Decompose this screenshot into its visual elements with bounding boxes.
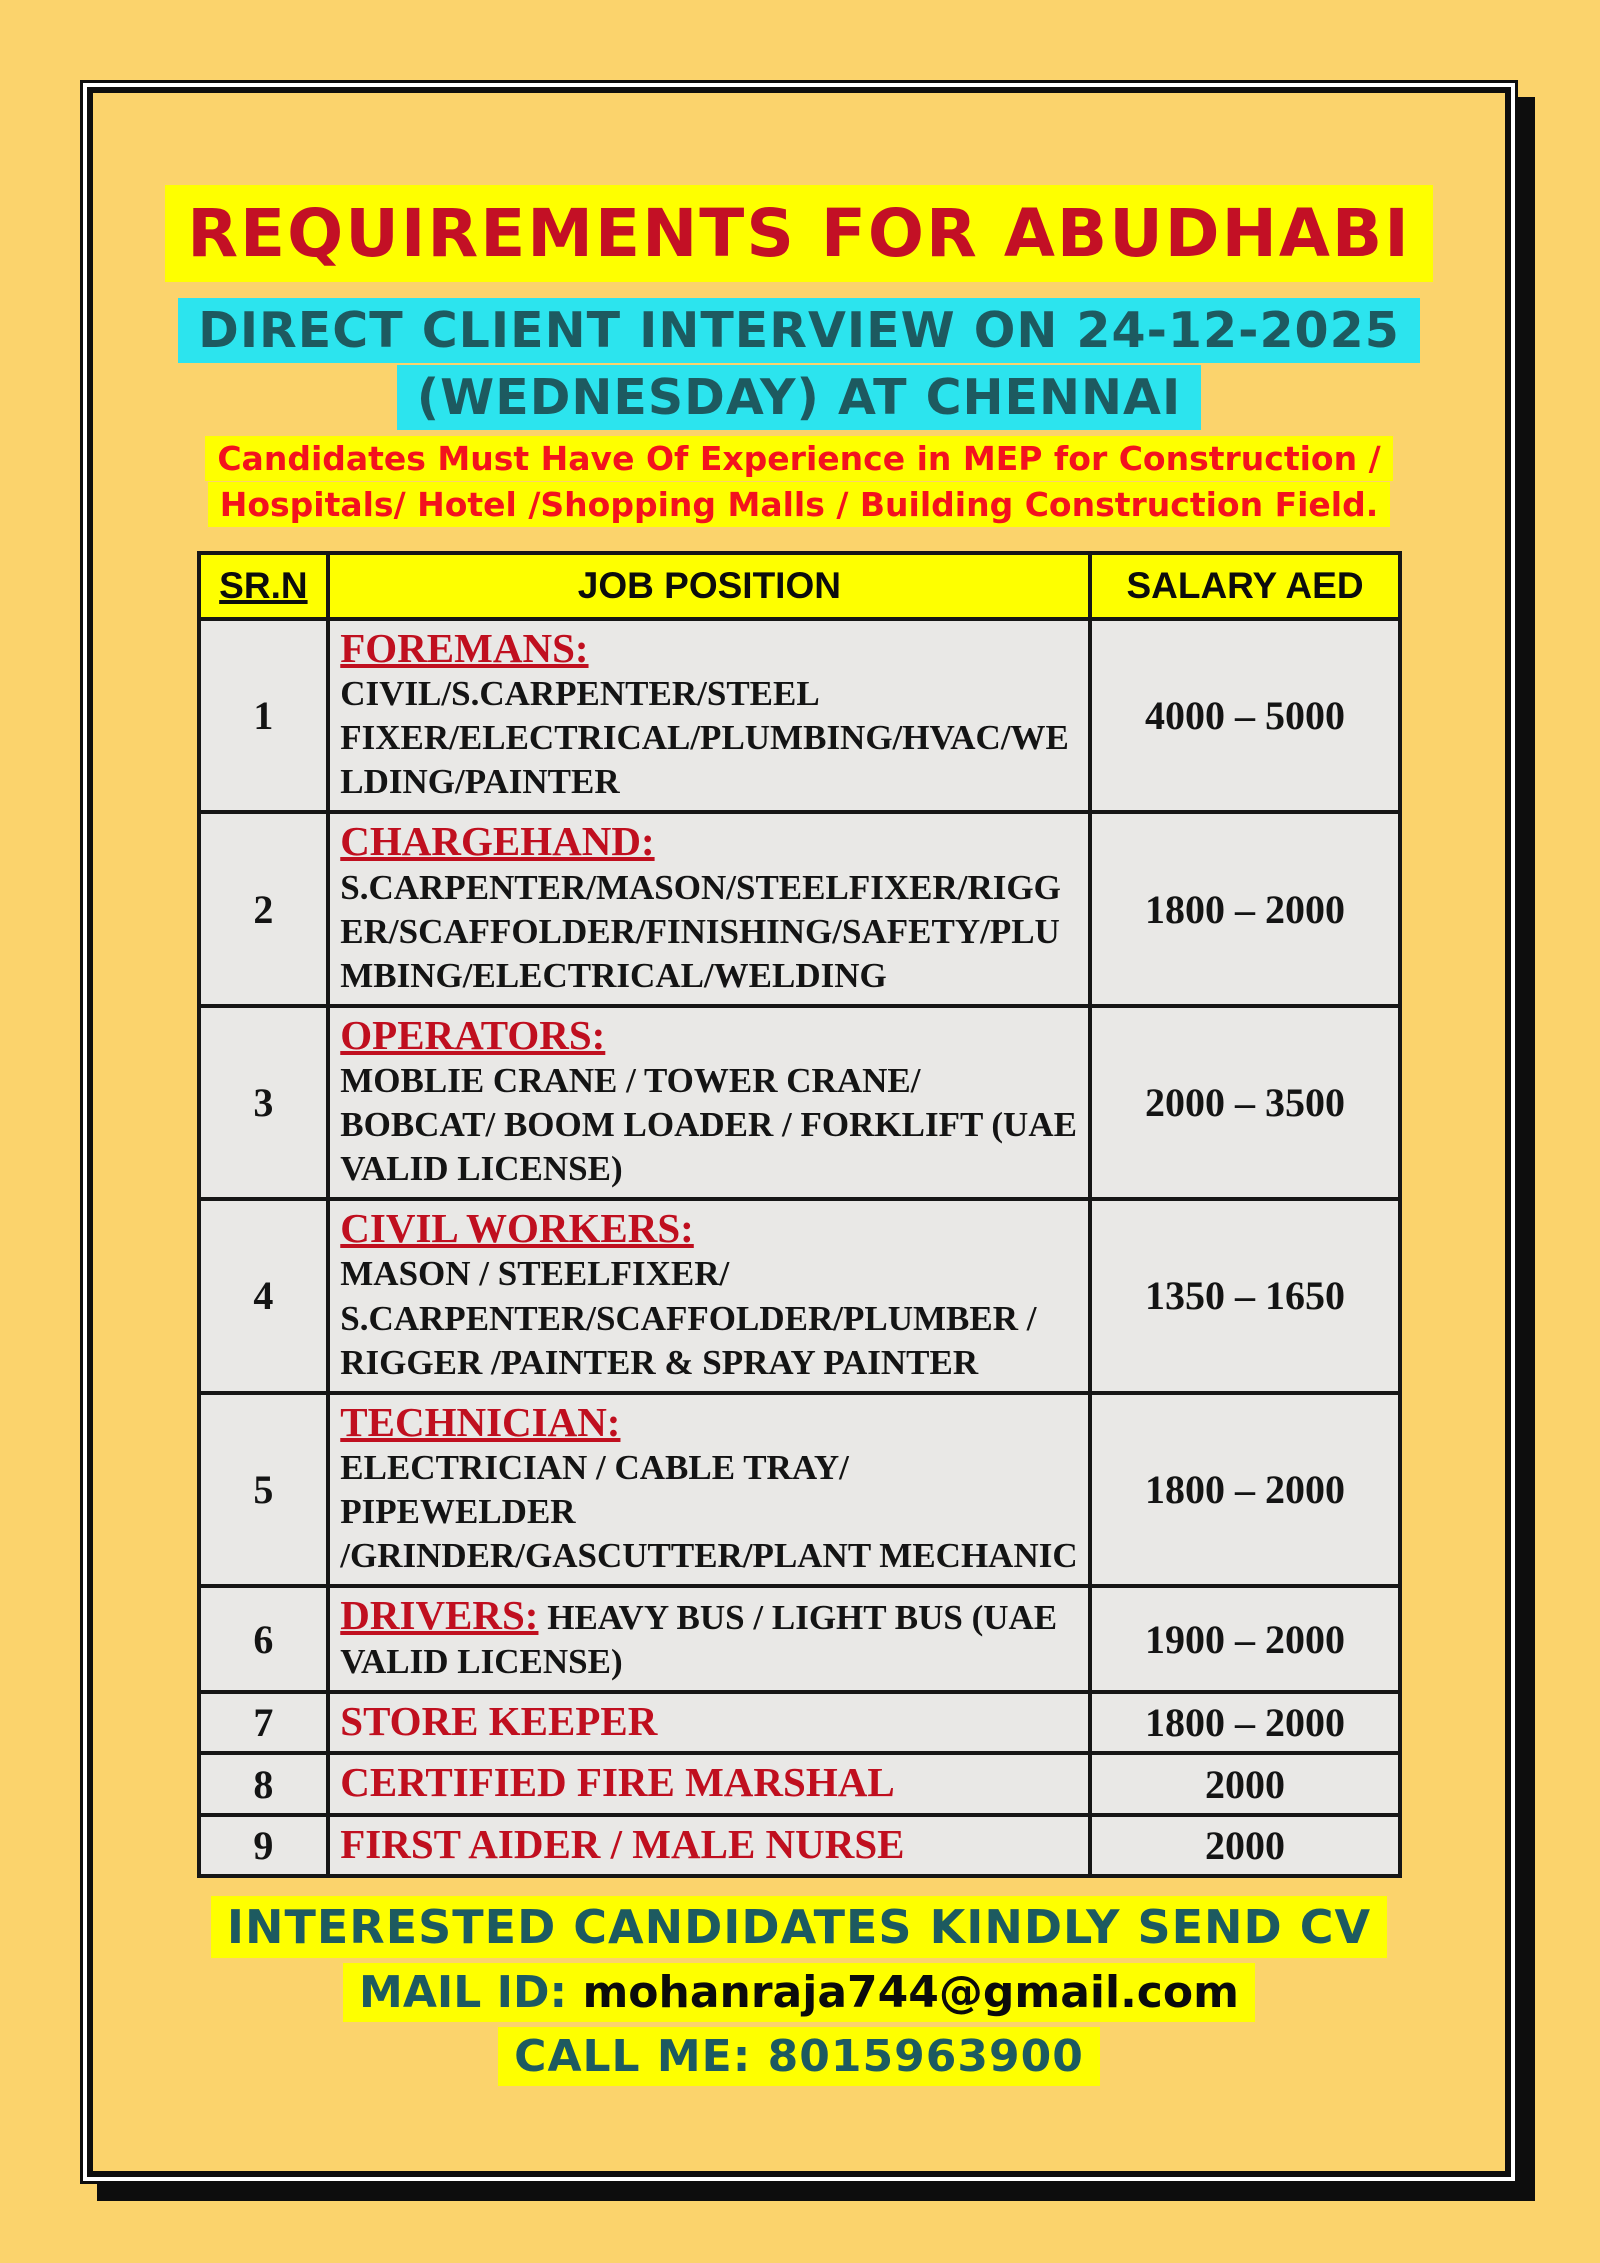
job-cell [328, 1586, 1090, 1692]
flyer-footer [93, 1896, 1505, 2086]
call-label: CALL ME: [514, 2030, 752, 2082]
call-me-line [498, 2027, 1100, 2086]
job-title: CERTIFIED FIRE MARSHAL [340, 1759, 895, 1806]
interview-subtitle-line1: DIRECT CLIENT INTERVIEW ON 24-12-2025 [178, 298, 1420, 363]
sr-cell: 9 [199, 1815, 329, 1876]
mail-label: MAIL ID: [359, 1966, 568, 2018]
experience-note-line2: Hospitals/ Hotel /Shopping Malls / Building Construction Field. [208, 482, 1391, 527]
call-value: 8015963900 [767, 2030, 1084, 2082]
title-line [93, 185, 1505, 282]
jobs-table [197, 551, 1402, 1878]
job-desc: MOBLIE CRANE / TOWER CRANE/ BOBCAT/ BOOM LOADER / FORKLIFT (UAE VALID LICENSE) [340, 1060, 1077, 1189]
mail-id-line [343, 1963, 1255, 2022]
table-row [199, 812, 1400, 1005]
job-cell [328, 1753, 1090, 1814]
job-title: DRIVERS: [340, 1592, 539, 1639]
job-desc: CIVIL/S.CARPENTER/STEEL FIXER/ELECTRICAL/PLUMBING/HVAC/WELDING/PAINTER [340, 674, 1069, 802]
job-title: TECHNICIAN: [340, 1398, 621, 1445]
job-cell [328, 1006, 1090, 1199]
table-row [199, 1199, 1400, 1392]
salary-cell: 1800 – 2000 [1090, 812, 1399, 1005]
job-cell [328, 619, 1090, 812]
job-title: STORE KEEPER [340, 1698, 658, 1745]
table-row [199, 1753, 1400, 1814]
table-row [199, 619, 1400, 812]
col-header-job-position: JOB POSITION [328, 553, 1090, 619]
page-title: REQUIREMENTS FOR ABUDHABI [165, 185, 1433, 282]
job-title: FOREMANS: [340, 625, 589, 671]
mail-value: mohanraja744@gmail.com [582, 1966, 1239, 2018]
table-row [199, 1692, 1400, 1753]
table-row [199, 1815, 1400, 1876]
job-desc: MASON / STEELFIXER/ S.CARPENTER/SCAFFOLDER/PLUMBER / RIGGER /PAINTER & SPRAY PAINTER [340, 1254, 1037, 1382]
interview-subtitle-line2: (WEDNESDAY) AT CHENNAI [397, 365, 1201, 430]
job-title: CHARGEHAND: [340, 818, 655, 865]
table-header-row [199, 553, 1400, 619]
job-cell [328, 812, 1090, 1005]
salary-cell: 2000 [1090, 1753, 1399, 1814]
sr-cell: 7 [199, 1692, 329, 1753]
job-cell [328, 1393, 1090, 1586]
sr-cell: 3 [199, 1006, 329, 1199]
table-row [199, 1006, 1400, 1199]
sr-cell: 5 [199, 1393, 329, 1586]
job-desc: S.CARPENTER/MASON/STEELFIXER/RIGGER/SCAFFOLDER/FINISHING/SAFETY/PLUMBING/ELECTRICAL/WELDING [340, 867, 1061, 995]
flyer-content [87, 87, 1511, 2177]
col-header-salary: SALARY AED [1090, 553, 1399, 619]
flyer-frame [80, 80, 1518, 2184]
salary-cell: 2000 [1090, 1815, 1399, 1876]
table-body [199, 619, 1400, 1876]
salary-cell: 4000 – 5000 [1090, 619, 1399, 812]
job-cell [328, 1199, 1090, 1392]
job-cell [328, 1815, 1090, 1876]
table-row [199, 1393, 1400, 1586]
sr-cell: 8 [199, 1753, 329, 1814]
sr-cell: 4 [199, 1199, 329, 1392]
job-cell [328, 1692, 1090, 1753]
job-desc: HEAVY BUS / LIGHT BUS (UAE VALID LICENSE) [340, 1598, 1058, 1682]
interview-subtitle [93, 298, 1505, 430]
flyer-header [93, 93, 1505, 527]
job-desc: ELECTRICIAN / CABLE TRAY/ PIPEWELDER /GRINDER/GASCUTTER/PLANT MECHANIC [340, 1447, 1078, 1576]
sr-cell: 6 [199, 1586, 329, 1692]
experience-note [93, 436, 1505, 527]
salary-cell: 1800 – 2000 [1090, 1692, 1399, 1753]
sr-cell: 1 [199, 619, 329, 812]
salary-cell: 1800 – 2000 [1090, 1393, 1399, 1586]
salary-cell: 1350 – 1650 [1090, 1199, 1399, 1392]
salary-cell: 2000 – 3500 [1090, 1006, 1399, 1199]
table-row [199, 1586, 1400, 1692]
job-title: CIVIL WORKERS: [340, 1205, 694, 1252]
salary-cell: 1900 – 2000 [1090, 1586, 1399, 1692]
sr-cell: 2 [199, 812, 329, 1005]
job-title: FIRST AIDER / MALE NURSE [340, 1820, 905, 1867]
send-cv-text: INTERESTED CANDIDATES KINDLY SEND CV [211, 1896, 1387, 1958]
experience-note-line1: Candidates Must Have Of Experience in MEP for Construction / [205, 436, 1392, 481]
col-header-srn: SR.N [199, 553, 329, 619]
job-title: OPERATORS: [340, 1011, 606, 1058]
